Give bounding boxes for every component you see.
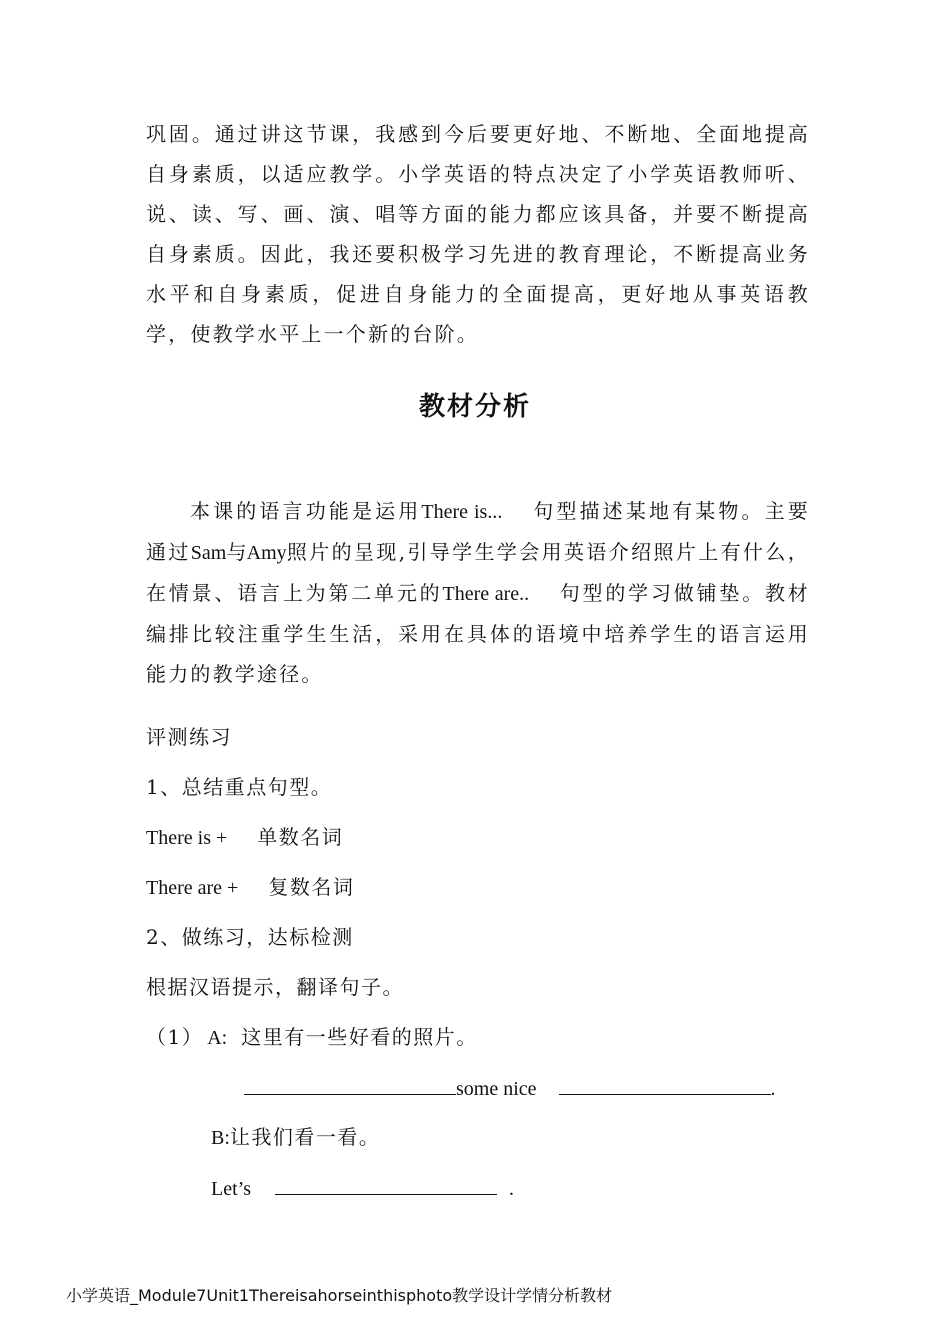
sentence-pattern-2 <box>146 872 354 903</box>
pattern-2-english: There are + <box>146 877 239 899</box>
question-1-number: （1） <box>146 1025 204 1049</box>
question-1-chinese-a: 这里有一些好看的照片。 <box>241 1025 478 1049</box>
evaluation-item-2: 2、做练习，达标检测 <box>146 925 354 949</box>
analysis-text-1: 本课的语言功能是运用 <box>190 499 422 523</box>
answer-a-middle-text: some nice <box>456 1078 537 1100</box>
page-footer: 小学英语_Module7Unit1Thereisahorseinthisphoto教学设计学情分析教材 <box>66 1286 613 1305</box>
sentence-pattern-1 <box>146 822 343 853</box>
question-1-chinese-b: 让我们看一看。 <box>229 1125 381 1149</box>
analysis-en-2: Sam与Amy <box>190 542 287 564</box>
answer-a-period: . <box>770 1078 776 1100</box>
analysis-en-3: There are.. <box>442 583 530 605</box>
pattern-2-chinese: 复数名词 <box>268 875 355 899</box>
question-1-answer-b <box>211 1172 514 1204</box>
analysis-text-4: 句型的学习做铺垫。教材编排比较注重学生生活，采用在具体的语境中培养学生的语言运用能力的教学途径。 <box>146 581 811 686</box>
question-1-prompt-b <box>211 1122 380 1153</box>
question-1-prompt-a <box>146 1022 478 1053</box>
answer-blank-3[interactable] <box>275 1172 497 1195</box>
intro-paragraph: 巩固。通过讲这节课，我感到今后要更好地、不断地、全面地提高自身素质，以适应教学。小学英语的特点决定了小学英语教师听、说、读、写、画、演、唱等方面的能力都应该具备，并要不断提高自身素质。因此，我还要积极学习先进的教育理论，不断提高业务水平和自身素质，促进自身能力的全面提高，更好地从事英语教学，使教学水平上一个新的台阶。 <box>146 122 810 346</box>
section-title: 教材分析 <box>418 392 531 422</box>
analysis-text-2: 句型描述某地有某物。主要通过 <box>146 499 811 564</box>
translation-instruction: 根据汉语提示，翻译句子。 <box>146 975 404 999</box>
answer-blank-1[interactable] <box>244 1072 456 1095</box>
answer-blank-2[interactable] <box>559 1072 771 1095</box>
answer-b-period: . <box>509 1178 514 1200</box>
question-1-answer-a <box>244 1072 776 1104</box>
analysis-text-3: 照片的呈现,引导学生学会用英语介绍照片上有什么，在情景、语言上为第二单元的 <box>146 540 810 605</box>
speaker-a-label: A: <box>207 1027 228 1049</box>
evaluation-heading: 评测练习 <box>146 725 232 749</box>
evaluation-item-1: 1、总结重点句型。 <box>146 775 333 799</box>
analysis-en-1: There is... <box>421 501 503 523</box>
speaker-b-label: B: <box>211 1127 230 1149</box>
pattern-1-english: There is + <box>146 827 228 849</box>
pattern-1-chinese: 单数名词 <box>257 825 344 849</box>
answer-b-start-text: Let’s <box>211 1178 251 1200</box>
analysis-paragraph <box>146 491 810 694</box>
